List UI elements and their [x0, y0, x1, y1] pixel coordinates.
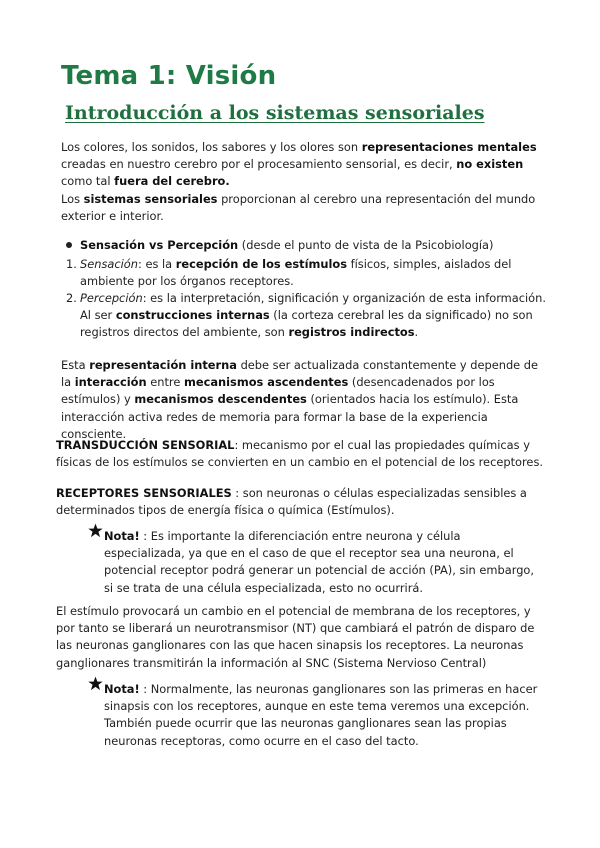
text-run: : es la interpretación, significación y organización de esta información. Al ser	[80, 291, 546, 323]
stimulus-paragraph	[56, 603, 546, 672]
list-number-1: 1.	[66, 257, 77, 271]
representation-paragraph	[61, 357, 546, 443]
text-run: entre	[146, 375, 184, 390]
text-run: (orientados hacia los estímulo). Esta interacción activa redes de memoria para formar la base de la experiencia consciente.	[61, 392, 519, 441]
list-item-perception	[80, 290, 550, 342]
receptors-paragraph	[56, 485, 546, 519]
bullet-dot	[66, 242, 72, 248]
intro-paragraph-2	[61, 191, 546, 225]
bold-text: representaciones mentales	[361, 140, 537, 154]
text-run: : Es importante la diferenciación entre neurona y célula especializada, ya que en el caso de que el receptor sea una neurona, el potencial receptor podrá generar un potencial de acción (PA), sin embargo, si se trata de una célula especializada, esto no ocurrirá.	[104, 529, 535, 595]
bold-text: TRANSDUCCIÓN SENSORIAL	[56, 438, 235, 452]
section-subtitle: Introducción a los sistemas sensoriales	[65, 102, 485, 124]
bold-text: mecanismos ascendentes	[184, 375, 349, 390]
bold-text: RECEPTORES SENSORIALES	[56, 486, 232, 500]
text-run: debe ser actualizada constantemente y depende de la	[61, 358, 539, 390]
bold-text: interacción	[74, 375, 147, 390]
star-icon	[88, 676, 103, 691]
star-icon	[88, 523, 103, 538]
list-number-2: 2.	[66, 291, 77, 305]
bold-text: fuera del cerebro.	[114, 174, 230, 189]
text-run: Los colores, los sonidos, los sabores y los olores son	[61, 140, 362, 154]
bold-text: Nota!	[104, 529, 140, 543]
bold-text: mecanismos descendentes	[134, 392, 307, 407]
text-run: físicos, simples, aislados del ambiente por los órganos receptores.	[80, 257, 512, 289]
bold-text: sistemas sensoriales	[83, 192, 218, 206]
text-run: .	[414, 325, 419, 340]
list-item-sensation	[80, 256, 550, 290]
text-run: como tal	[61, 174, 115, 189]
intro-paragraph-1	[61, 139, 546, 191]
text-run: : es la	[138, 257, 176, 271]
bold-text: no existen	[456, 157, 524, 172]
bold-text: construcciones internas	[115, 308, 270, 323]
page-title: Tema 1: Visión	[61, 61, 277, 91]
text-run: : mecanismo por el cual las propiedades químicas y físicas de los estímulos se convierten en un cambio en el potencial de los receptores.	[56, 438, 543, 470]
text-run: Esta	[61, 358, 90, 372]
note-1	[104, 528, 539, 597]
bold-text: representación interna	[89, 358, 237, 372]
text-run: (la corteza cerebral les da significado) no son registros directos del ambiente, son	[80, 308, 533, 340]
text-run: proporcionan al cerebro una representación del mundo exterior e interior.	[61, 192, 536, 224]
transduction-paragraph	[56, 437, 546, 471]
italic-text: Percepción	[80, 291, 143, 305]
text-run: El estímulo provocará un cambio en el potencial de membrana de los receptores, y por tanto se liberará un neurotransmisor (NT) que cambiará el patrón de disparo de las neuronas ganglionares con las que hacen sinapsis los receptores. La neuronas ganglionares transmitirán la información al SNC (Sistema Nervioso Central)	[56, 604, 535, 670]
text-run: (desencadenados por los estímulos) y	[61, 375, 495, 407]
note-2	[104, 681, 539, 750]
bold-text: Sensación vs Percepción	[80, 238, 239, 252]
bold-text: registros indirectos	[288, 325, 415, 340]
text-run: : Normalmente, las neuronas ganglionares son las primeras en hacer sinapsis con los receptores, aunque en este tema veremos una excepción. También puede ocurrir que las neuronas ganglionares sean las propias neuronas receptoras, como ocurre en el caso del tacto.	[104, 682, 538, 748]
text-run: Los	[61, 192, 84, 206]
text-run: (desde el punto de vista de la Psicobiología)	[238, 238, 494, 252]
text-run: creadas en nuestro cerebro por el procesamiento sensorial, es decir,	[61, 157, 457, 172]
italic-text: Sensación	[80, 257, 138, 271]
bold-text: recepción de los estímulos	[175, 257, 347, 271]
bold-text: Nota!	[104, 682, 140, 696]
text-run: : son neuronas o células especializadas sensibles a determinados tipos de energía física o química (Estímulos).	[56, 486, 527, 518]
bullet-sensation-vs-perception	[80, 237, 550, 254]
